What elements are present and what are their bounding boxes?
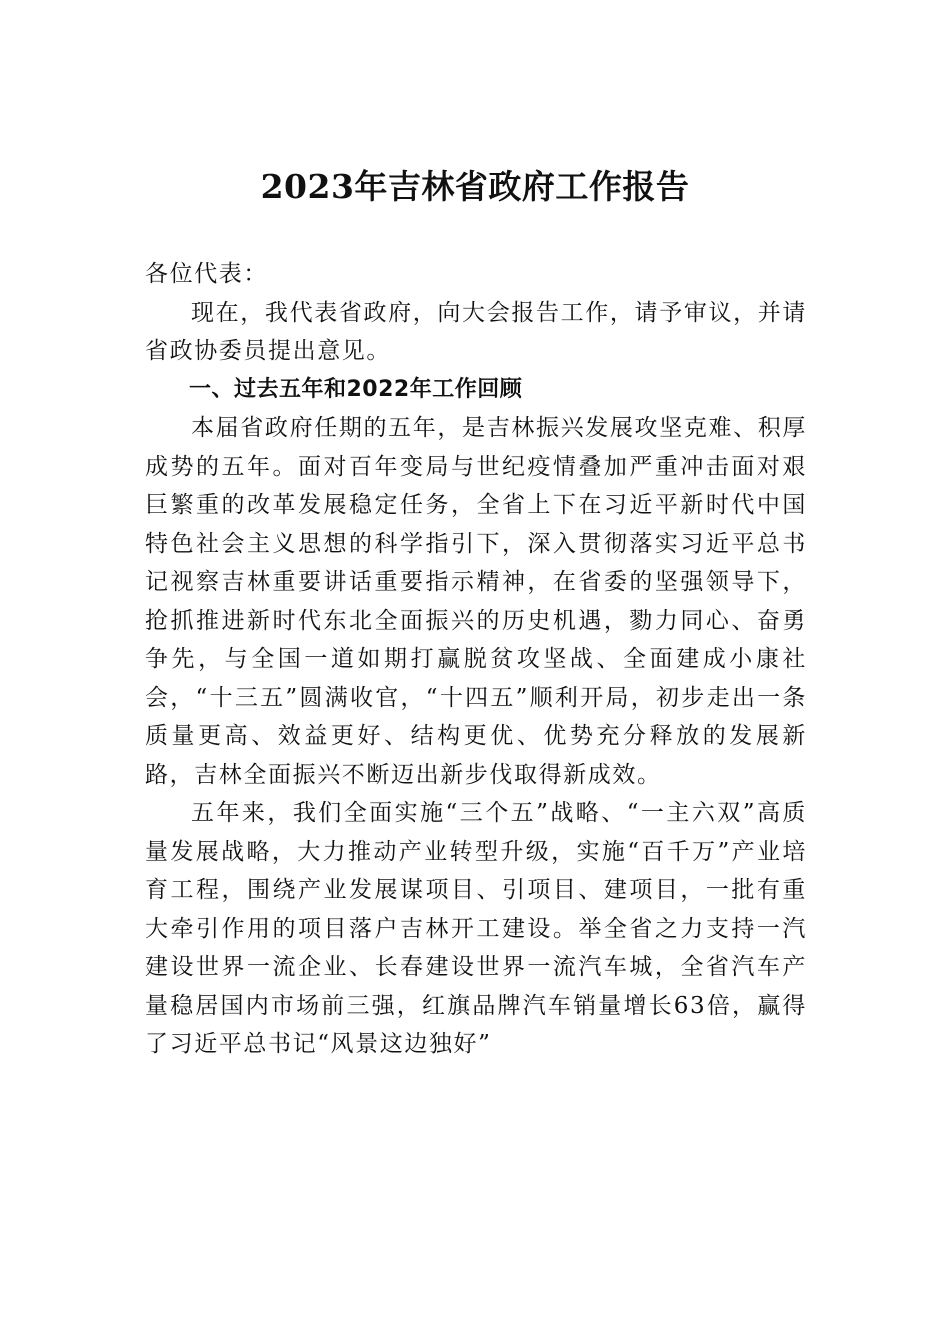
paragraph-intro: 现在，我代表省政府，向大会报告工作，请予审议，并请省政协委员提出意见。 <box>145 299 807 364</box>
document-body <box>145 255 807 1064</box>
paragraph-five-years: 本届省政府任期的五年，是吉林振兴发展攻坚克难、积厚成势的五年。面对百年变局与世纪疫情叠加严重冲击面对艰巨繁重的改革发展稳定任务，全省上下在习近平新时代中国特色社会主义思想的科学指引下，深入贯彻落实习近平总书记视察吉林重要讲话重要指示精神，在省委的坚强领导下，抢抓推进新时代东北全面振兴的历史机遇，勠力同心、奋勇争先，与全国一道如期打赢脱贫攻坚战、全面建成小康社会，“十三五”圆满收官，“十四五”顺利开局，初步走出一条质量更高、效益更好、结构更优、优势充分释放的发展新路，吉林全面振兴不断迈出新步伐取得新成效。 <box>145 415 807 788</box>
salutation: 各位代表： <box>145 261 268 287</box>
section-heading: 一、过去五年和2022年工作回顾 <box>189 376 523 402</box>
paragraph-strategy: 五年来，我们全面实施“三个五”战略、“一主六双”高质量发展战略，大力推动产业转型升级，实施“百千万”产业培育工程，围绕产业发展谋项目、引项目、建项目，一批有重大牵引作用的项目落户吉林开工建设。举全省之力支持一汽建设世界一流企业、长春建设世界一流汽车城，全省汽车产量稳居国内市场前三强，红旗品牌汽车销量增长63倍，赢得了习近平总书记“风景这边独好” <box>145 800 807 1057</box>
document-title: 2023年吉林省政府工作报告 <box>260 167 690 206</box>
